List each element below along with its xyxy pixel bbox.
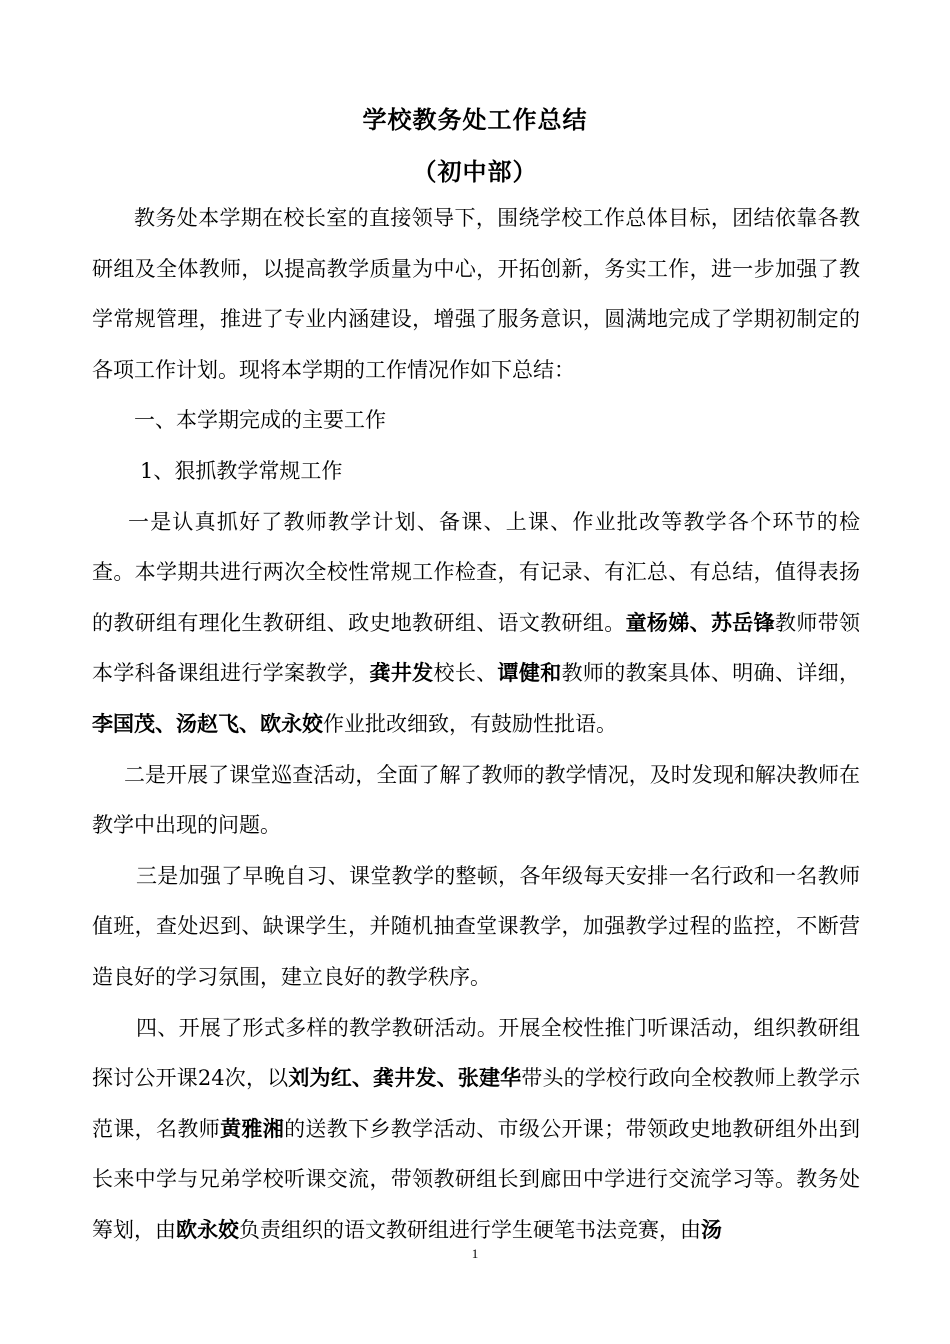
teacher-names: 汤 [701,1216,722,1242]
text-run: 负责组织的语文教研组进行学生硬笔书法竞赛，由 [239,1217,701,1242]
text-run: 的送教下乡教学活动、市级公开课；带领政史地教研组外出到长来中学与兄弟学校听课交流，带领教研组长到廊田中学进行交流学习等。教务处筹划，由 [92,1116,861,1242]
text-run: 教师的教案具体、明确、详细， [561,661,861,686]
paragraph-four [92,1003,860,1256]
page-number: 1 [471,1246,479,1261]
text-run: 校长、 [433,661,498,686]
teacher-names: 谭健和 [497,660,562,686]
subsection-heading: 1、狠抓教学常规工作 [140,458,343,483]
section-heading: 一、本学期完成的主要工作 [134,408,386,433]
text-run: 一是认真抓好了教师教学计划、备课、上课、作业批改等教学各个环节的检查。本学期共进行两次全校性常规工作检查，有记录、有汇总、有总结，值得表扬的教研组有理化生教研组、政史地教研组、语文教研组。 [92,509,860,635]
document-body [92,193,860,1255]
text-run: 四、开展了形式多样的教学教研活动。开展全校性推门听课活动，组织教研组探讨公开课24次，以 [92,1015,860,1091]
teacher-names: 刘为红、龚井发、张建华 [288,1065,522,1091]
document-title: 学校教务处工作总结 [362,105,588,134]
text-run: 教师带领本学科备课组进行学案教学， [92,610,861,686]
text-run: 作业批改细致，有鼓励性批语。 [323,711,617,736]
teacher-names: 李国茂、汤赵飞、欧永姣 [92,710,323,736]
teacher-names: 童杨娣、苏岳锋 [625,609,775,635]
intro-paragraph: 教务处本学期在校长室的直接领导下，围绕学校工作总体目标，团结依靠各教研组及全体教师，以提高教学质量为中心，开拓创新，务实工作，进一步加强了教学常规管理，推进了专业内涵建设，增强了服务意识，圆满地完成了学期初制定的各项工作计划。现将本学期的工作情况作如下总结： [92,206,860,382]
teacher-names: 欧永姣 [176,1216,239,1242]
paragraph-one [92,497,860,750]
teacher-names: 龚井发 [369,660,434,686]
paragraph-three: 三是加强了早晚自习、课堂教学的整顿，各年级每天安排一名行政和一名教师值班，查处迟到、缺课学生，并随机抽查堂课教学，加强教学过程的监控，不断营造良好的学习氛围，建立良好的教学秩序。 [92,863,860,989]
document-subtitle: （初中部） [412,157,538,186]
text-run: 带头的学校行政向全校教师上教学示范课，名教师 [92,1066,860,1141]
paragraph-two: 二是开展了课堂巡查活动，全面了解了教师的教学情况，及时发现和解决教师在教学中出现的问题。 [92,762,860,838]
teacher-names: 黄雅湘 [220,1115,285,1141]
